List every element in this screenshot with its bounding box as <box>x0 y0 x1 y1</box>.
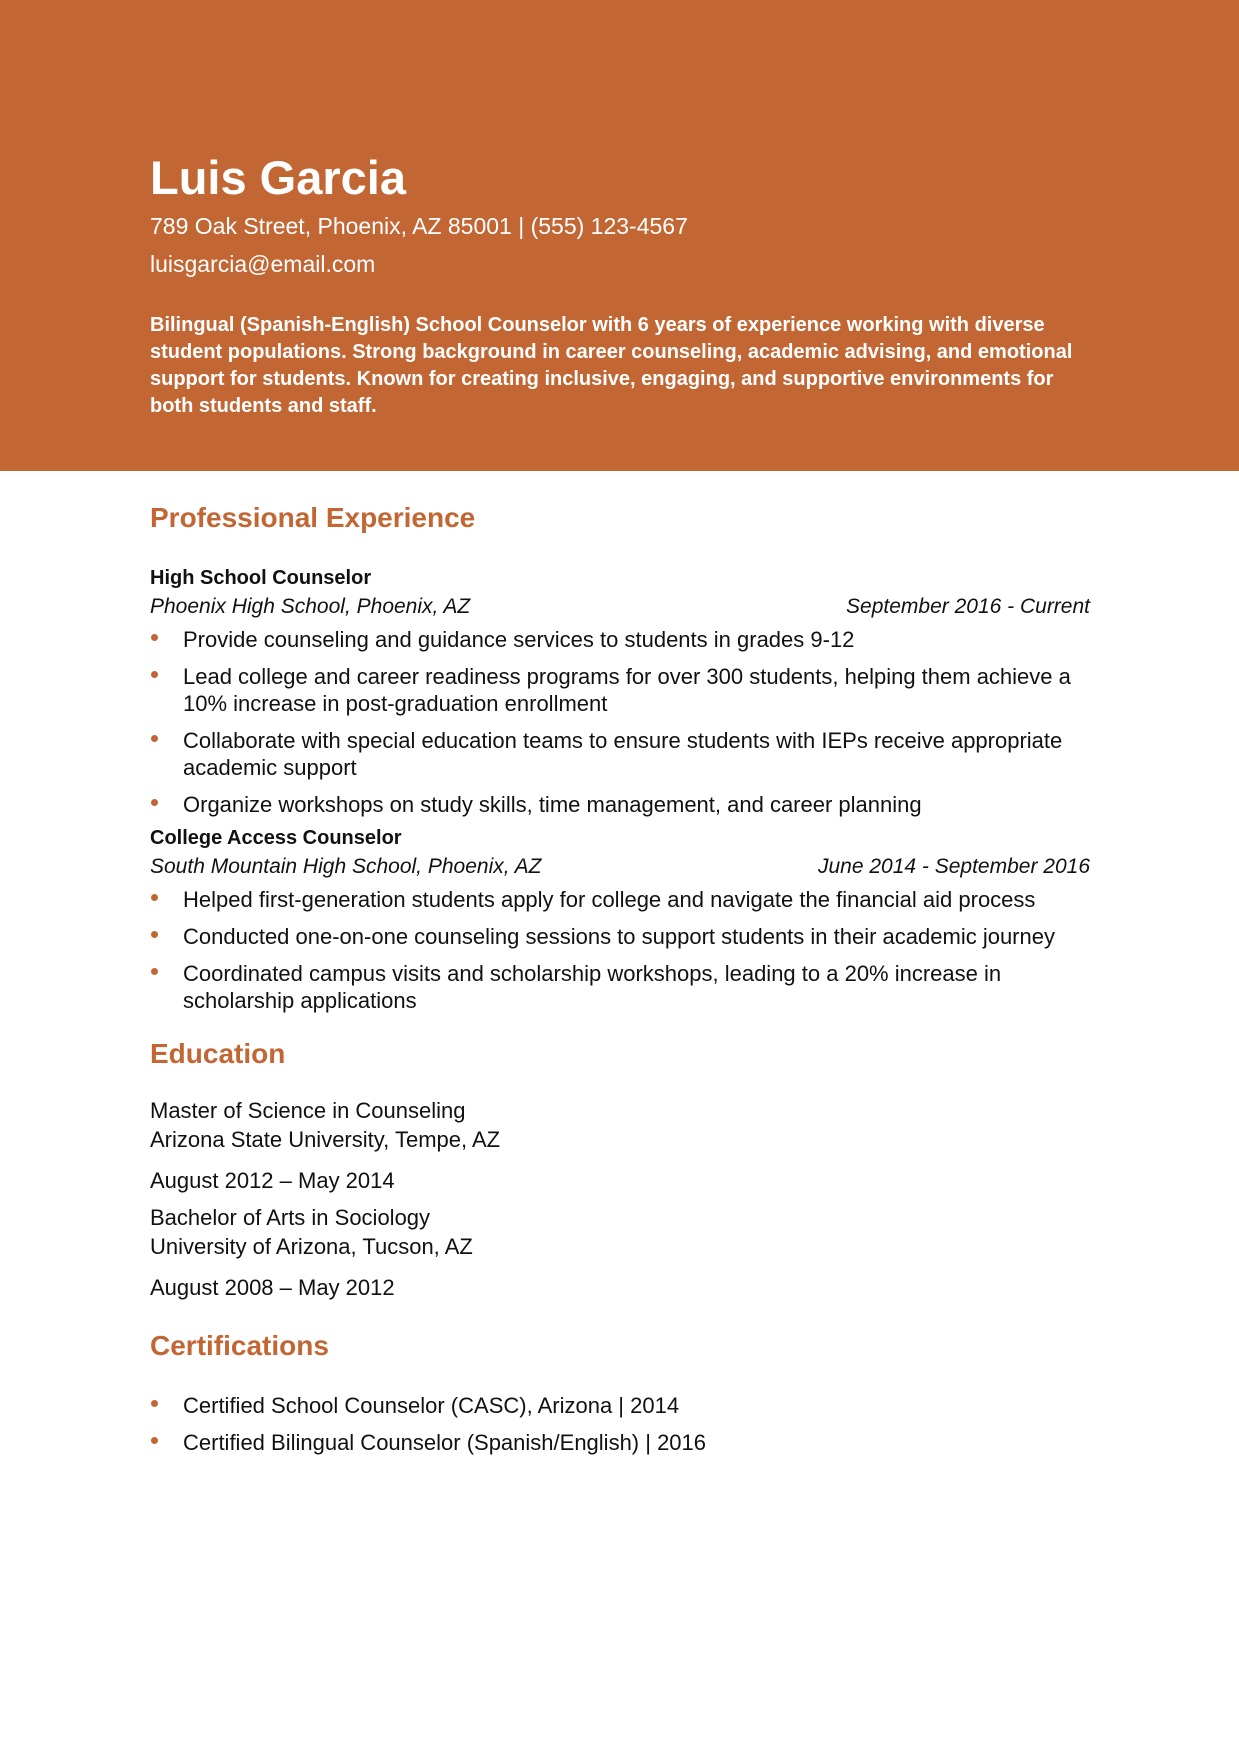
bullet-text: Helped first-generation students apply for college and navigate the financial aid process <box>183 887 1036 912</box>
bullet-text: Coordinated campus visits and scholarship workshops, leading to a 20% increase in scholarship applications <box>183 961 1002 1013</box>
candidate-name: Luis Garcia <box>150 151 406 204</box>
bullet-icon <box>151 671 158 678</box>
bullet-text: Collaborate with special education teams to ensure students with IEPs receive appropriate academic support <box>183 728 1063 780</box>
education-heading: Education <box>150 1038 286 1069</box>
bullet-item <box>150 960 1090 1014</box>
resume-header <box>0 0 1239 471</box>
resume-body <box>150 500 1090 1466</box>
school: University of Arizona, Tucson, AZ <box>150 1234 473 1259</box>
bullet-icon <box>151 799 158 806</box>
bullet-icon <box>151 1437 158 1444</box>
job-bullets <box>150 626 1090 818</box>
job-organization: Phoenix High School, Phoenix, AZ <box>150 595 471 618</box>
experience-heading: Professional Experience <box>150 502 476 533</box>
degree: Bachelor of Arts in Sociology <box>150 1205 431 1230</box>
bullet-item <box>150 886 1090 913</box>
bullet-item <box>150 663 1090 717</box>
bullet-text: Lead college and career readiness programs for over 300 students, helping them achieve a 10% increase in post-graduation enrollment <box>183 664 1071 716</box>
professional-summary: Bilingual (Spanish-English) School Counselor with 6 years of experience working with diverse student populations. Strong background in career counseling, academic advising, and emotional support for students. Known for creating inclusive, engaging, and supportive environments for both students and staff. <box>150 314 1073 417</box>
bullet-icon <box>151 634 158 641</box>
education-dates: August 2008 – May 2012 <box>150 1275 395 1300</box>
job-meta <box>150 852 1090 882</box>
job-title: High School Counselor <box>150 567 372 589</box>
bullet-icon <box>151 931 158 938</box>
certification-text: Certified Bilingual Counselor (Spanish/English) | 2016 <box>183 1430 707 1455</box>
bullet-icon <box>151 968 158 975</box>
job-dates: June 2014 - September 2016 <box>817 855 1090 878</box>
bullet-item <box>150 791 1090 818</box>
bullet-item <box>150 923 1090 950</box>
job-organization: South Mountain High School, Phoenix, AZ <box>150 855 542 878</box>
address-phone: 789 Oak Street, Phoenix, AZ 85001 | (555) 123-4567 <box>150 213 688 239</box>
bullet-icon <box>151 1400 158 1407</box>
job-title: College Access Counselor <box>150 827 402 849</box>
job-meta <box>150 592 1090 622</box>
school: Arizona State University, Tempe, AZ <box>150 1127 501 1152</box>
email: luisgarcia@email.com <box>150 251 376 277</box>
bullet-text: Conducted one-on-one counseling sessions to support students in their academic journey <box>183 924 1055 949</box>
certification-item <box>150 1392 1090 1419</box>
job-dates: September 2016 - Current <box>846 595 1090 618</box>
bullet-text: Organize workshops on study skills, time management, and career planning <box>183 792 922 817</box>
education-dates: August 2012 – May 2014 <box>150 1168 395 1193</box>
bullet-text: Provide counseling and guidance services to students in grades 9-12 <box>183 627 855 652</box>
degree: Master of Science in Counseling <box>150 1098 466 1123</box>
certification-text: Certified School Counselor (CASC), Arizona | 2014 <box>183 1393 680 1418</box>
education-entry <box>150 1096 1090 1195</box>
certification-list <box>150 1392 1090 1456</box>
certifications-heading: Certifications <box>150 1330 329 1361</box>
bullet-item <box>150 626 1090 653</box>
job-entry <box>150 564 1090 818</box>
experience-section <box>150 500 1090 1014</box>
header-content <box>150 150 1090 420</box>
bullet-icon <box>151 894 158 901</box>
certifications-section <box>150 1328 1090 1456</box>
job-entry <box>150 824 1090 1014</box>
education-entry <box>150 1203 1090 1302</box>
bullet-item <box>150 727 1090 781</box>
certification-item <box>150 1429 1090 1456</box>
job-bullets <box>150 886 1090 1014</box>
bullet-icon <box>151 735 158 742</box>
education-section <box>150 1036 1090 1302</box>
